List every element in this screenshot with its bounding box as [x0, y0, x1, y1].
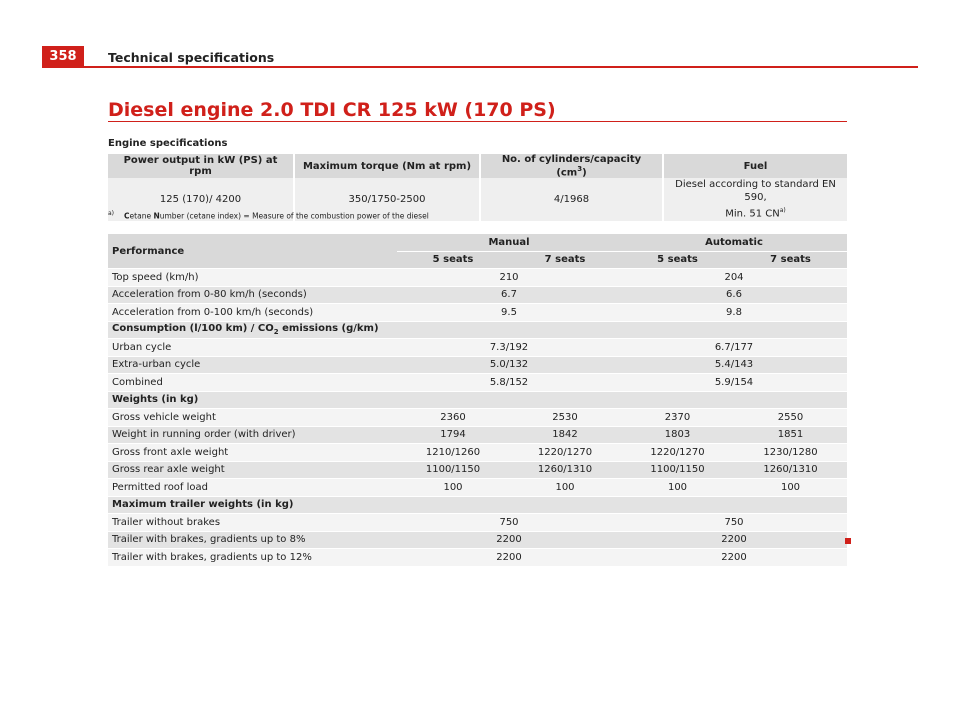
cell-power: 125 (170)/ 4200 [108, 178, 294, 220]
table-row [108, 479, 847, 497]
cell-fuel [663, 178, 847, 220]
seat-header: 7 seats [509, 251, 621, 269]
page-number: 358 [42, 46, 84, 68]
trailer-title: Maximum trailer weights (in kg) [108, 496, 847, 514]
value-cell: 1210/1260 [397, 444, 509, 462]
col-power: Power output in kW (PS) at rpm [108, 154, 294, 178]
manual-value: 2200 [397, 549, 621, 567]
automatic-value: 6.7/177 [621, 339, 847, 357]
row-label: Permitted roof load [108, 479, 397, 497]
value-cell: 1794 [397, 426, 509, 444]
manual-header: Manual [397, 234, 621, 251]
table-row [108, 549, 847, 567]
engine-header-row [108, 154, 847, 178]
table-row [108, 374, 847, 392]
value-cell: 1100/1150 [397, 461, 509, 479]
row-label: Acceleration from 0-80 km/h (seconds) [108, 286, 397, 304]
table-row [108, 461, 847, 479]
row-label: Combined [108, 374, 397, 392]
row-label: Gross rear axle weight [108, 461, 397, 479]
engine-specs-title: Engine specifications [108, 138, 228, 149]
value-cell: 100 [621, 479, 734, 497]
automatic-value: 6.6 [621, 286, 847, 304]
col-cylinders-text: No. of cylinders/capacity (cm [501, 154, 642, 179]
table-row [108, 339, 847, 357]
footnote-marker: a) [108, 210, 115, 217]
value-cell: 1842 [509, 426, 621, 444]
table-row [108, 304, 847, 322]
col-fuel: Fuel [663, 154, 847, 178]
manual-value: 6.7 [397, 286, 621, 304]
row-label: Weight in running order (with driver) [108, 426, 397, 444]
footnote-c: C [124, 211, 130, 221]
automatic-value: 5.4/143 [621, 356, 847, 374]
seat-header: 5 seats [621, 251, 734, 269]
end-of-section-marker [845, 538, 851, 544]
automatic-value: 204 [621, 269, 847, 287]
automatic-value: 2200 [621, 549, 847, 567]
value-cell: 1260/1310 [509, 461, 621, 479]
value-cell: 2550 [734, 409, 847, 427]
automatic-value: 5.9/154 [621, 374, 847, 392]
row-label: Extra-urban cycle [108, 356, 397, 374]
row-label: Acceleration from 0-100 km/h (seconds) [108, 304, 397, 322]
perf-header-row1 [108, 234, 847, 251]
value-cell: 100 [734, 479, 847, 497]
weights-title: Weights (in kg) [108, 391, 847, 409]
manual-value: 5.0/132 [397, 356, 621, 374]
value-cell: 1260/1310 [734, 461, 847, 479]
table-row [108, 409, 847, 427]
section-rule [108, 121, 847, 122]
row-label: Urban cycle [108, 339, 397, 357]
row-label: Gross front axle weight [108, 444, 397, 462]
consumption-title: Consumption (l/100 $km) / CO_2$ emissions (g/km) [108, 321, 847, 339]
table-row [108, 531, 847, 549]
value-cell: 1100/1150 [621, 461, 734, 479]
table-row [108, 356, 847, 374]
value-cell: 1851 [734, 426, 847, 444]
value-cell: 100 [509, 479, 621, 497]
col-cylinders-close: ) [582, 167, 587, 179]
seat-header: 7 seats [734, 251, 847, 269]
value-cell: 2360 [397, 409, 509, 427]
value-cell: 1803 [621, 426, 734, 444]
table-row [108, 269, 847, 287]
row-label: Trailer without brakes [108, 514, 397, 532]
manual-value: 750 [397, 514, 621, 532]
fuel-footnote-ref: a) [779, 207, 786, 215]
section-title: Diesel engine 2.0 TDI CR 125 kW (170 PS) [108, 99, 556, 121]
value-cell: 2530 [509, 409, 621, 427]
value-cell: 1230/1280 [734, 444, 847, 462]
table-row [108, 514, 847, 532]
cell-torque: 350/1750-2500 [294, 178, 480, 220]
cell-cylinders: 4/1968 [480, 178, 663, 220]
value-cell: 1220/1270 [509, 444, 621, 462]
row-label: Gross vehicle weight [108, 409, 397, 427]
seat-header: 5 seats [397, 251, 509, 269]
manual-value: 2200 [397, 531, 621, 549]
row-label: Trailer with brakes, gradients up to 12% [108, 549, 397, 567]
performance-table [108, 234, 847, 567]
header-title: Technical specifications [108, 50, 275, 65]
fuel-line1: Diesel according to standard EN 590, [675, 179, 836, 204]
fuel-line2: Min. 51 CN [725, 208, 780, 220]
footnote-text1: etane [129, 211, 154, 221]
table-row [108, 426, 847, 444]
manual-value: 7.3/192 [397, 339, 621, 357]
col-cylinders [480, 154, 663, 178]
value-cell: 2370 [621, 409, 734, 427]
automatic-value: 750 [621, 514, 847, 532]
category-row-weights [108, 391, 847, 409]
header-rule [84, 66, 918, 68]
performance-header: Performance [108, 234, 397, 269]
manual-value: 210 [397, 269, 621, 287]
category-row-consumption [108, 321, 847, 339]
automatic-header: Automatic [621, 234, 847, 251]
table-row [108, 444, 847, 462]
row-label: Trailer with brakes, gradients up to 8% [108, 531, 397, 549]
automatic-value: 9.8 [621, 304, 847, 322]
footnote-text2: umber (cetane index) = Measure of the combustion power of the diesel [159, 211, 429, 221]
manual-value: 9.5 [397, 304, 621, 322]
table-row [108, 286, 847, 304]
value-cell: 1220/1270 [621, 444, 734, 462]
automatic-value: 2200 [621, 531, 847, 549]
category-row-trailer [108, 496, 847, 514]
col-torque: Maximum torque (Nm at rpm) [294, 154, 480, 178]
row-label: Top speed (km/h) [108, 269, 397, 287]
manual-value: 5.8/152 [397, 374, 621, 392]
col-cylinders-sup: 3 [577, 165, 583, 173]
value-cell: 100 [397, 479, 509, 497]
footnote [108, 210, 429, 221]
footnote-n: N [153, 211, 160, 221]
